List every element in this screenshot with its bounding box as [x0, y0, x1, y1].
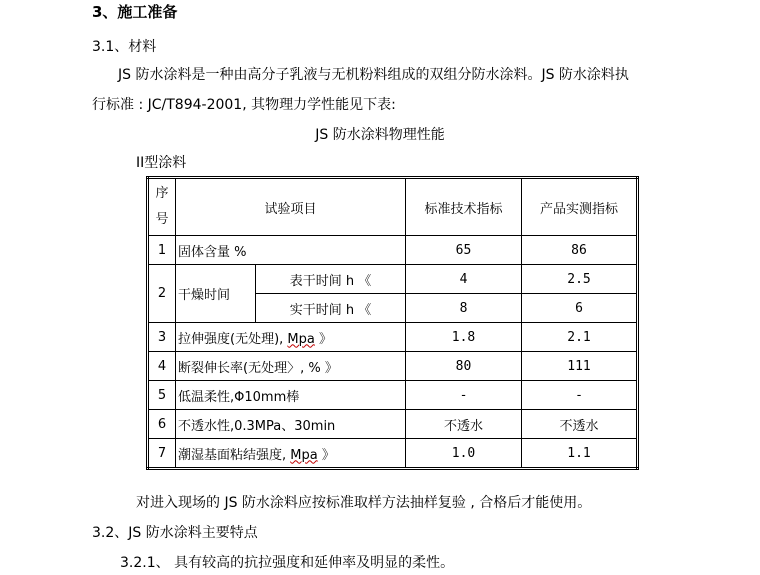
row-item: [176, 439, 406, 469]
header-item: 试验项目: [176, 178, 406, 236]
table-row: [148, 410, 638, 439]
row-standard: 不透水: [406, 410, 522, 439]
row-no: 5: [148, 381, 176, 410]
row-item: 断裂伸长率(无处理〉, % 》: [176, 352, 406, 381]
table-caption: II型涂料: [136, 155, 187, 171]
table-row: [148, 381, 638, 410]
row-subitem: 实干时间 h 《: [256, 294, 406, 323]
header-measured: 产品实测指标: [522, 178, 638, 236]
row-item-suffix: 》: [317, 447, 335, 463]
paragraph-line-2: 行标准 : JC/T894-2001, 其物理力学性能见下表:: [92, 97, 396, 113]
row-no: 1: [148, 236, 176, 265]
row-item-unit: Mpa: [290, 447, 318, 463]
table-row: [148, 352, 638, 381]
sampling-note: 对进入现场的 JS 防水涂料应按标准取样方法抽样复验 , 合格后才能使用。: [136, 495, 592, 511]
row-item: [176, 323, 406, 352]
row-measured: 2.5: [522, 265, 638, 294]
table-row: [148, 265, 638, 294]
row-item: 干燥时间: [176, 265, 256, 323]
row-no: 6: [148, 410, 176, 439]
row-standard: 8: [406, 294, 522, 323]
table-row: [148, 439, 638, 469]
subsection-title-features: 3.2、JS 防水涂料主要特点: [92, 525, 258, 541]
subsection-title-materials: 3.1、材料: [92, 39, 157, 55]
table-row: [148, 323, 638, 352]
row-item-text: 潮湿基面粘结强度,: [178, 447, 291, 463]
row-measured: 111: [522, 352, 638, 381]
row-standard: -: [406, 381, 522, 410]
row-standard: 65: [406, 236, 522, 265]
row-measured: 6: [522, 294, 638, 323]
row-no: 4: [148, 352, 176, 381]
header-standard: 标准技术指标: [406, 178, 522, 236]
row-item: 低温柔性,Φ10mm棒: [176, 381, 406, 410]
properties-table: [146, 176, 639, 470]
paragraph-line-1: JS 防水涂料是一种由高分子乳液与无机粉料组成的双组分防水涂料。JS 防水涂料执: [118, 67, 629, 83]
row-standard: 1.8: [406, 323, 522, 352]
row-standard: 1.0: [406, 439, 522, 469]
row-item: 固体含量 %: [176, 236, 406, 265]
row-item-text: 拉伸强度(无处理),: [178, 331, 288, 347]
row-item: 不透水性,0.3MPa、30min: [176, 410, 406, 439]
row-item-unit: Mpa: [287, 331, 315, 347]
row-subitem: 表干时间 h 《: [256, 265, 406, 294]
row-measured: 不透水: [522, 410, 638, 439]
row-item-suffix: 》: [314, 331, 332, 347]
table-title: JS 防水涂料物理性能: [315, 127, 445, 143]
row-no: 7: [148, 439, 176, 469]
table-row: [148, 236, 638, 265]
row-measured: 1.1: [522, 439, 638, 469]
row-no: 2: [148, 265, 176, 323]
row-measured: -: [522, 381, 638, 410]
row-measured: 2.1: [522, 323, 638, 352]
row-standard: 80: [406, 352, 522, 381]
section-heading: 3、施工准备: [92, 3, 178, 21]
table-header-row: [148, 178, 638, 236]
row-no: 3: [148, 323, 176, 352]
row-standard: 4: [406, 265, 522, 294]
header-no: 序号: [148, 178, 176, 236]
feature-item-3-2-1: 3.2.1、 具有较高的抗拉强度和延伸率及明显的柔性。: [120, 555, 455, 571]
row-measured: 86: [522, 236, 638, 265]
